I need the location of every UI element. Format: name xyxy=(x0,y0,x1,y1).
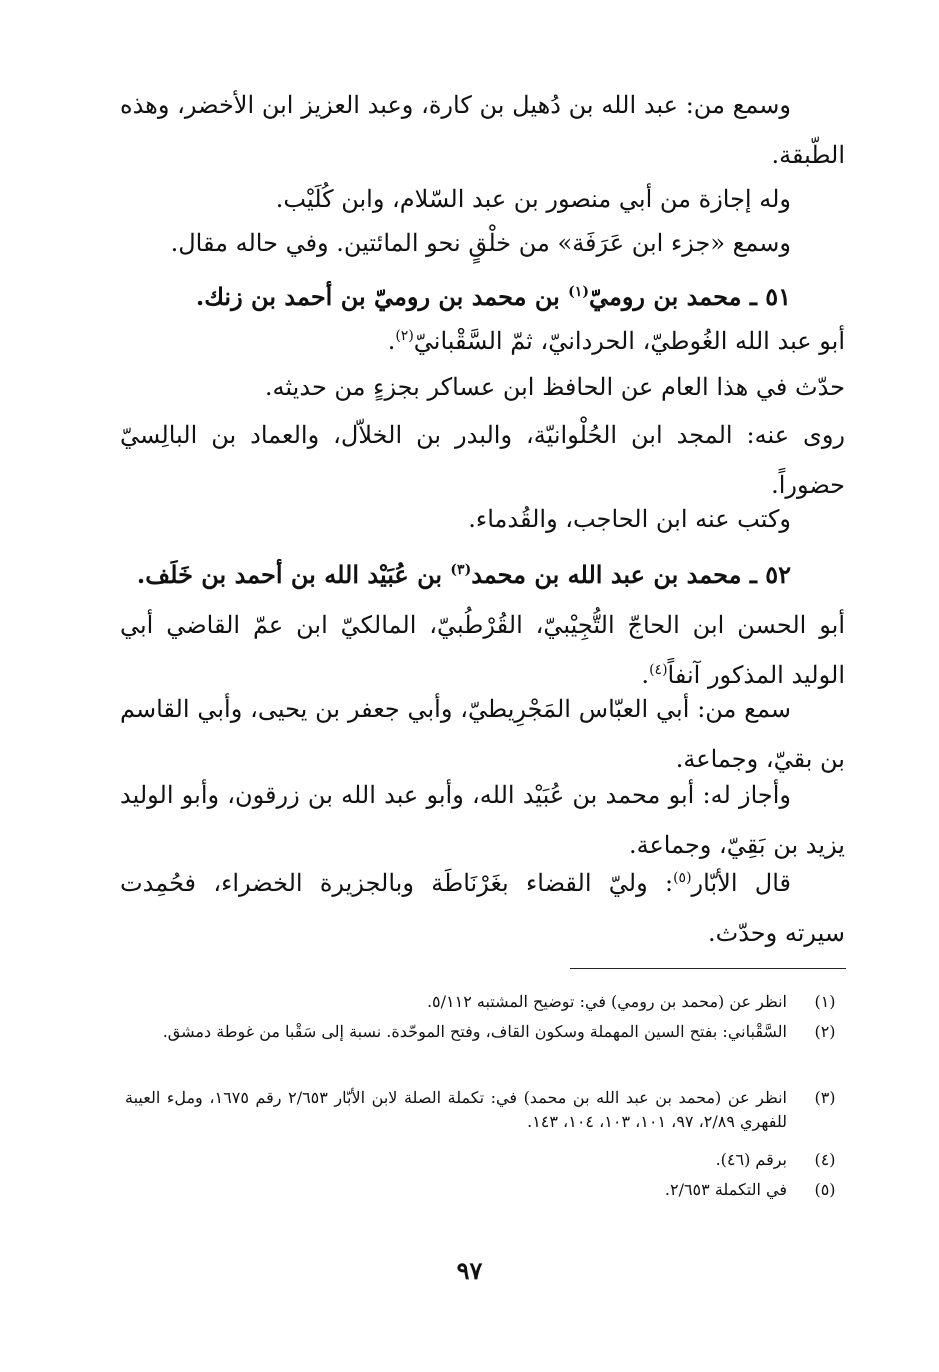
page-number: ٩٧ xyxy=(456,1256,483,1285)
paragraph: وسمع «جزء ابن عَرَفَة» من خلْقٍ نحو المائتين. وفي حاله مقال. xyxy=(170,229,791,257)
footnote: (٤) برقم (٤٦). xyxy=(715,1150,836,1169)
footnote-ref: (٥) xyxy=(673,870,692,886)
footnote: (٥) في التكملة ٢/٦٥٣. xyxy=(664,1180,836,1199)
footnote-ref: (٣) xyxy=(450,562,472,578)
footnote-ref: (٢) xyxy=(395,328,414,344)
footnote-separator xyxy=(570,968,846,969)
paragraph: روى عنه: المجد ابن الحُلْوانيّة، والبدر بن الخلاّل، والعماد بن البالِسيّ حضوراً. xyxy=(120,421,845,499)
paragraph: أبو عبد الله الغُوطيّ، الحردانيّ، ثمّ السَّقْبانيّ$^{(٢)}$. xyxy=(387,327,845,355)
entry-heading-52: ٥٢ ـ محمد بن عبد الله بن محمد$^{(٣)}$ بن عُبَيْد الله بن أحمد بن خَلَف. xyxy=(136,560,791,589)
paragraph: سمع من: أبي العبّاس المَجْرِيطيّ، وأبي جعفر بن يحيى، وأبي القاسم بن بقيّ، وجماعة. xyxy=(120,695,845,773)
paragraph: أبو الحسن ابن الحاجّ التُّجِيْبيّ، القُرْطُبيّ، المالكيّ ابن عمّ القاضي أبي الوليد المذكور آنفاً$^{(٤)}$. xyxy=(120,611,845,689)
paragraph: وسمع من: عبد الله بن دُهيل بن كارة، وعبد العزيز ابن الأخضر، وهذه الطّبقة. xyxy=(120,91,845,169)
entry-heading-51: ٥١ ـ محمد بن روميّ$^{(١)}$ بن محمد بن روميّ بن أحمد بن زنك. xyxy=(195,282,791,311)
paragraph: وكتب عنه ابن الحاجب، والقُدماء. xyxy=(468,505,791,533)
footnote: (١) انظر عن (محمد بن رومي) في: توضيح المشتبه ٥/١١٢. xyxy=(426,992,836,1011)
paragraph: وله إجازة من أبي منصور بن عبد السّلام، وابن كُلَيْب. xyxy=(275,185,791,213)
paragraph: حدّث في هذا العام عن الحافظ ابن عساكر بجزءٍ من حديثه. xyxy=(264,373,845,401)
paragraph: وأجاز له: أبو محمد بن عُبَيْد الله، وأبو عبد الله بن زرقون، وأبو الوليد يزيد بن بَقِيّ، وجماعة. xyxy=(120,781,845,859)
footnote-ref: (٤) xyxy=(649,662,668,678)
footnote: (٣) انظر عن (محمد بن عبد الله بن محمد) في: تكملة الصلة لابن الأبّار ٢/٦٥٣ رقم ١٦٧٥، وملء العيبة للفهري ٢/٨٩، ٩٧، ١٠١، ١٠٣، ١٠٤، ١٤٣. xyxy=(125,1088,836,1131)
paragraph: قال الأبّار$^{(٥)}$: وليّ القضاء بغَرْنَاطَة وبالجزيرة الخضراء، فحُمِدت سيرته وحدّث. xyxy=(120,869,845,947)
footnote: (٢) السَّقْباني: بفتح السين المهملة وسكون القاف، وفتح الموحّدة. نسبة إلى سَقْبا من غوطة دمشق. xyxy=(162,1022,836,1041)
footnote-ref: (١) xyxy=(568,284,589,300)
